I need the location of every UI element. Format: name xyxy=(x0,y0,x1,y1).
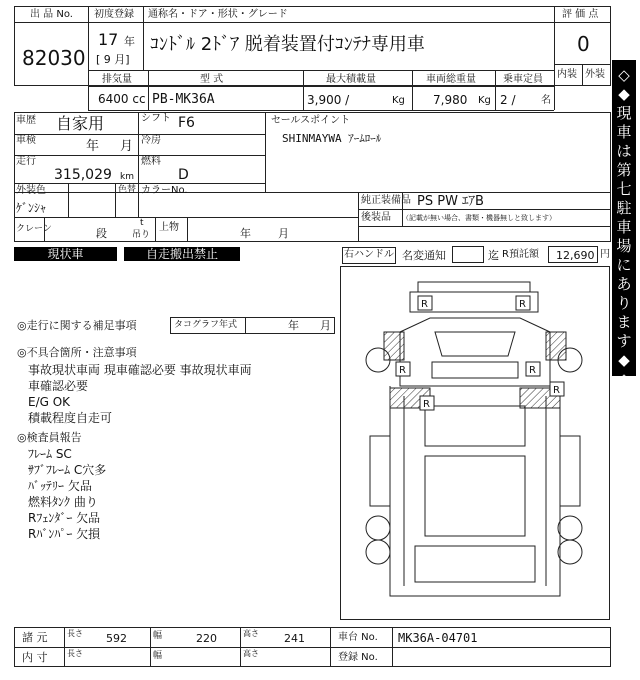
damage-mark-r: R xyxy=(421,299,428,310)
model-name: ｺﾝﾄﾞﾙ 2ﾄﾞｱ 脱着装置付ｺﾝﾃﾅ専用車 xyxy=(150,34,425,55)
max-load-unit: Kg xyxy=(392,95,405,106)
interior-label: 内装 xyxy=(557,69,577,80)
right-handle: 右ハンドル xyxy=(344,249,394,260)
note-line: ﾌﾚｰﾑ SC xyxy=(28,447,72,461)
dims-label: 諸 元 xyxy=(22,631,48,644)
ext-color-label: 外装色 xyxy=(16,185,46,196)
inspection-label: 車検 xyxy=(16,135,36,146)
history: 自家用 xyxy=(56,114,105,133)
displacement: 6400 cc xyxy=(98,92,146,106)
note-line: ｻﾌﾞﾌﾚｰﾑ C穴多 xyxy=(28,463,107,477)
gross-weight: 7,980 xyxy=(433,93,468,107)
color-code-label: カラーNo. xyxy=(141,185,188,196)
body-month-unit: 月 xyxy=(278,227,289,240)
damage-mark-r: R xyxy=(519,299,526,310)
chassis-number: MK36A-04701 xyxy=(398,631,478,645)
sales-point: SHINMAYWA ｱｰﾑﾛｰﾙ xyxy=(282,132,382,145)
rating-label: 評 価 点 xyxy=(562,9,599,20)
note-line: 車確認必要 xyxy=(28,379,89,393)
shift-label: シフト xyxy=(141,113,171,124)
gross-weight-unit: Kg xyxy=(478,95,491,106)
type: PB-MK36A xyxy=(152,92,215,107)
note-line: Rﾌｪﾝﾀﾞｰ 欠品 xyxy=(28,511,101,525)
height: 241 xyxy=(284,632,305,645)
inspector-label: ◎検査員報告 xyxy=(17,431,82,444)
ac-label: 冷房 xyxy=(141,135,161,146)
r-reading-value: 12,690 xyxy=(556,249,595,262)
type-label: 型 式 xyxy=(200,74,224,85)
rating-value: 0 xyxy=(577,32,590,56)
note-line: 燃料ﾀﾝｸ 曲り xyxy=(28,495,98,509)
name-change-field xyxy=(452,246,484,263)
mileage-unit: km xyxy=(120,172,134,182)
capacity-unit: 名 xyxy=(541,95,551,106)
damage-mark-r: R xyxy=(553,385,560,396)
tacho-label: タコグラフ年式 xyxy=(174,320,238,330)
displacement-label: 排気量 xyxy=(102,74,132,85)
aftermarket-note: （記載が無い場合、書類・機器無しと致します） xyxy=(402,214,556,222)
length-label: 長さ xyxy=(67,629,83,638)
inspector-list xyxy=(28,446,106,542)
fuel: D xyxy=(178,167,189,183)
self-drive-ban-text: 自走搬出禁止 xyxy=(145,247,218,261)
parking-banner-text: ◇◆現車は第七駐車場にあります◆◇ xyxy=(616,66,632,388)
sales-point-label: セールスポイント xyxy=(271,115,351,126)
height-label: 高さ xyxy=(243,629,259,638)
in-length-label: 長さ xyxy=(67,649,83,658)
crane-stage-unit: 段 xyxy=(96,227,107,240)
parking-banner xyxy=(612,60,636,388)
defect-list xyxy=(28,362,252,426)
year-unit: 年 xyxy=(124,35,135,48)
crane-label: クレーン xyxy=(16,224,52,234)
defects-label: ◎不具合箇所・注意事項 xyxy=(17,346,137,359)
name-change-label: 名変通知 xyxy=(402,249,446,262)
fuel-label: 燃料 xyxy=(141,156,161,167)
tacho-month-unit: 月 xyxy=(320,319,331,332)
first-reg-year: 17 xyxy=(98,30,119,49)
r-reading-prefix: 迄 xyxy=(488,249,499,262)
note-line: E/G OK xyxy=(28,395,71,409)
mileage: 315,029 xyxy=(54,167,112,183)
lot-number: 82030 xyxy=(22,46,86,70)
width-label: 幅 xyxy=(153,631,163,641)
reg-no-label: 登録 No. xyxy=(338,652,378,663)
ext-color: ｹﾞﾝｼｬ xyxy=(16,201,47,215)
in-width-label: 幅 xyxy=(153,651,163,661)
note-line: Rﾊﾞﾝﾊﾟｰ 欠損 xyxy=(28,527,101,541)
truck-diagram xyxy=(340,266,610,620)
width: 220 xyxy=(196,632,217,645)
history-label: 車歴 xyxy=(16,115,36,126)
first-reg-label: 初度登録 xyxy=(94,9,134,20)
note-line: 積載程度自走可 xyxy=(28,411,113,425)
lot-label: 出 品 No. xyxy=(30,9,73,20)
gross-weight-label: 車両総重量 xyxy=(426,74,476,85)
current-state-text: 現状車 xyxy=(47,247,84,261)
shift: F6 xyxy=(178,115,195,131)
capacity-label: 乗車定員 xyxy=(503,74,543,85)
r-reading-unit: 円 xyxy=(600,249,610,260)
tacho-year-unit: 年 xyxy=(288,319,299,332)
body-year-unit: 年 xyxy=(240,227,251,240)
first-reg-month: [ 9 月] xyxy=(96,53,130,66)
damage-mark-r: R xyxy=(529,365,536,376)
exterior-label: 外装 xyxy=(585,69,605,80)
body-label: 上物 xyxy=(159,222,179,233)
model-header: 通称名・ドア・形状・グレード xyxy=(148,9,288,20)
crane-hang-unit: 吊り xyxy=(132,230,151,240)
inspection-year-unit: 年 xyxy=(86,139,100,154)
chassis-label: 車台 No. xyxy=(338,632,378,643)
crane-ton-unit: t xyxy=(140,218,144,228)
color-no-label: 色替 xyxy=(118,185,137,195)
note-line: 事故現状車両 現車確認必要 事故現状車両 xyxy=(28,363,252,377)
mileage-label: 走行 xyxy=(16,156,36,167)
inspection-month-unit: 月 xyxy=(120,139,134,154)
max-load-label: 最大積載量 xyxy=(326,74,376,85)
driving-label: ◎走行に関する補足事項 xyxy=(17,319,137,332)
genuine-equip-label: 純正装備品 xyxy=(361,195,411,206)
damage-mark-r: R xyxy=(423,399,430,410)
in-height-label: 高さ xyxy=(243,649,259,658)
current-state-badge xyxy=(14,247,117,261)
aftermarket-label: 後装品 xyxy=(361,212,391,223)
interior-dims-label: 内 寸 xyxy=(22,651,48,664)
note-line: ﾊﾞｯﾃﾘｰ 欠品 xyxy=(28,479,92,493)
capacity: 2 / xyxy=(500,93,516,107)
genuine-equip: PS PW ｴｱB xyxy=(417,194,484,209)
max-load: 3,900 / xyxy=(307,93,350,107)
r-reading-label: R預託額 xyxy=(502,249,539,260)
damage-mark-r: R xyxy=(399,365,406,376)
self-drive-ban-badge xyxy=(124,247,240,261)
length: 592 xyxy=(106,632,127,645)
